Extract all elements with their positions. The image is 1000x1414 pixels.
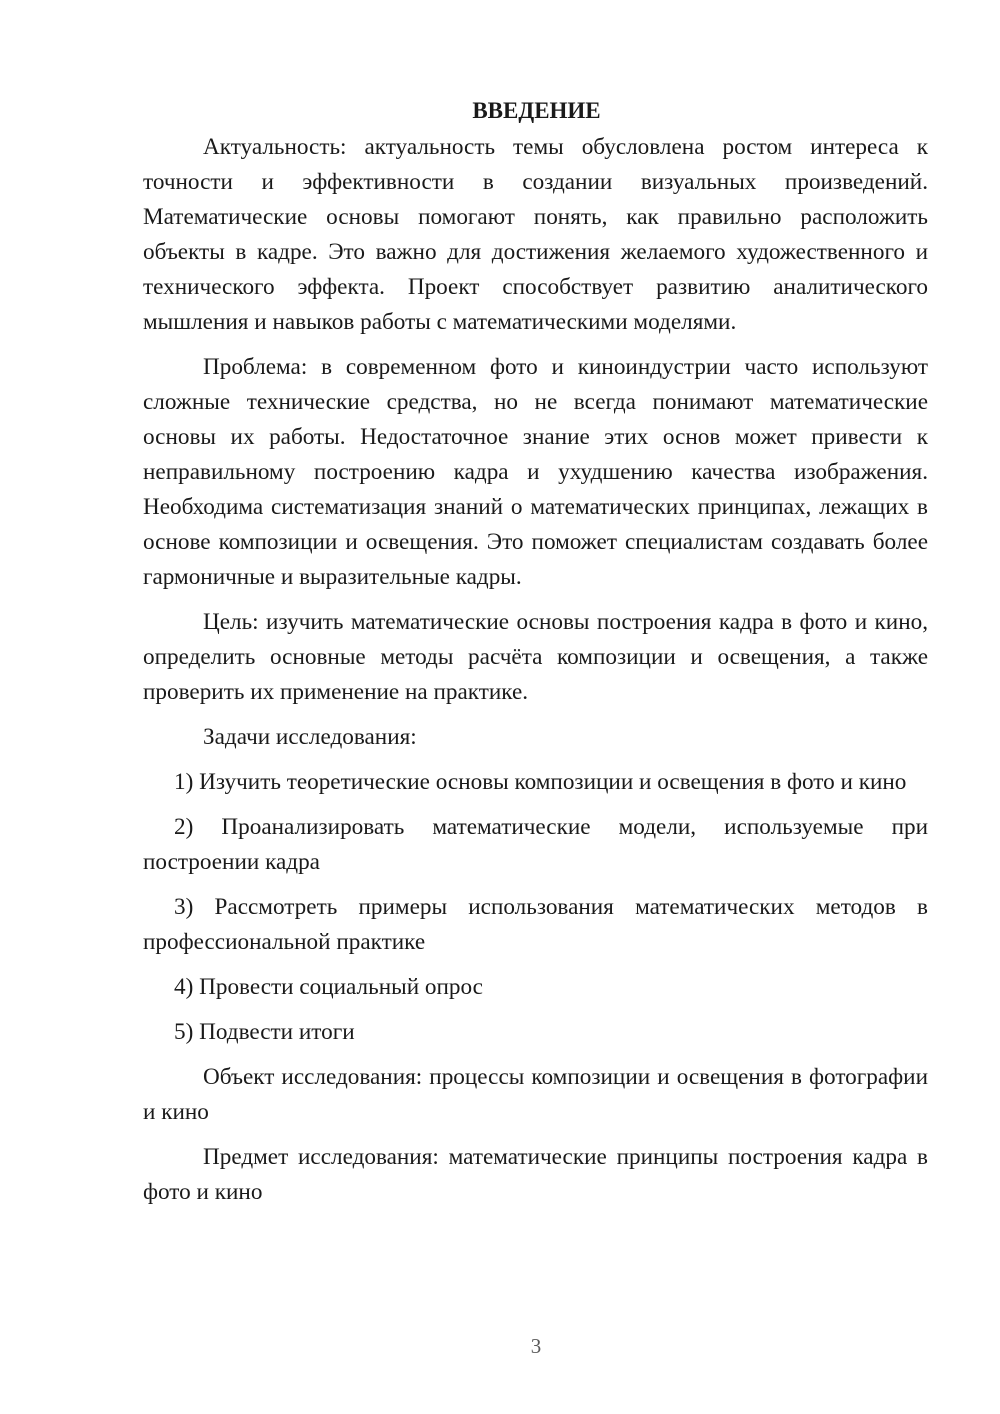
list-item: 5) Подвести итоги (174, 1019, 355, 1045)
relevance-paragraph: Актуальность: актуальность темы обусловлена ростом интереса к точности и эффективности в создании визуальных произведений. Математические основы помогают понять, как правильно расположить объекты в кадре. Это важно для достижения желаемого художественного и технического эффекта. Проект способствует развитию аналитического мышления и навыков работы с математическими моделями. (143, 134, 928, 335)
list-item: 4) Провести социальный опрос (174, 974, 483, 1000)
list-item: 1) Изучить теоретические основы композиции и освещения в фото и кино (174, 769, 907, 795)
page-number: 3 (530, 1334, 542, 1358)
goal-paragraph: Цель: изучить математические основы построения кадра в фото и кино, определить основные методы расчёта композиции и освещения, а также проверить их применение на практике. (143, 609, 928, 705)
problem-paragraph: Проблема: в современном фото и киноиндустрии часто используют сложные технические средства, но не всегда понимают математические основы их работы. Недостаточное знание этих основ может привести к неправильному построению кадра и ухудшению качества изображения. Необходима систематизация знаний о математических принципах, лежащих в основе композиции и освещения. Это поможет специалистам создавать более гармоничные и выразительные кадры. (143, 354, 928, 590)
subject-paragraph: Предмет исследования: математические принципы построения кадра в фото и кино (143, 1144, 928, 1205)
page-title: ВВЕДЕНИЕ (472, 98, 601, 123)
list-item: 2) Проанализировать математические модели, используемые при построении кадра (143, 814, 928, 875)
document-body (143, 93, 928, 1210)
object-paragraph: Объект исследования: процессы композиции и освещения в фотографии и кино (143, 1064, 928, 1125)
list-item: 3) Рассмотреть примеры использования математических методов в профессиональной практике (143, 894, 928, 955)
tasks-heading: Задачи исследования: (203, 724, 417, 750)
